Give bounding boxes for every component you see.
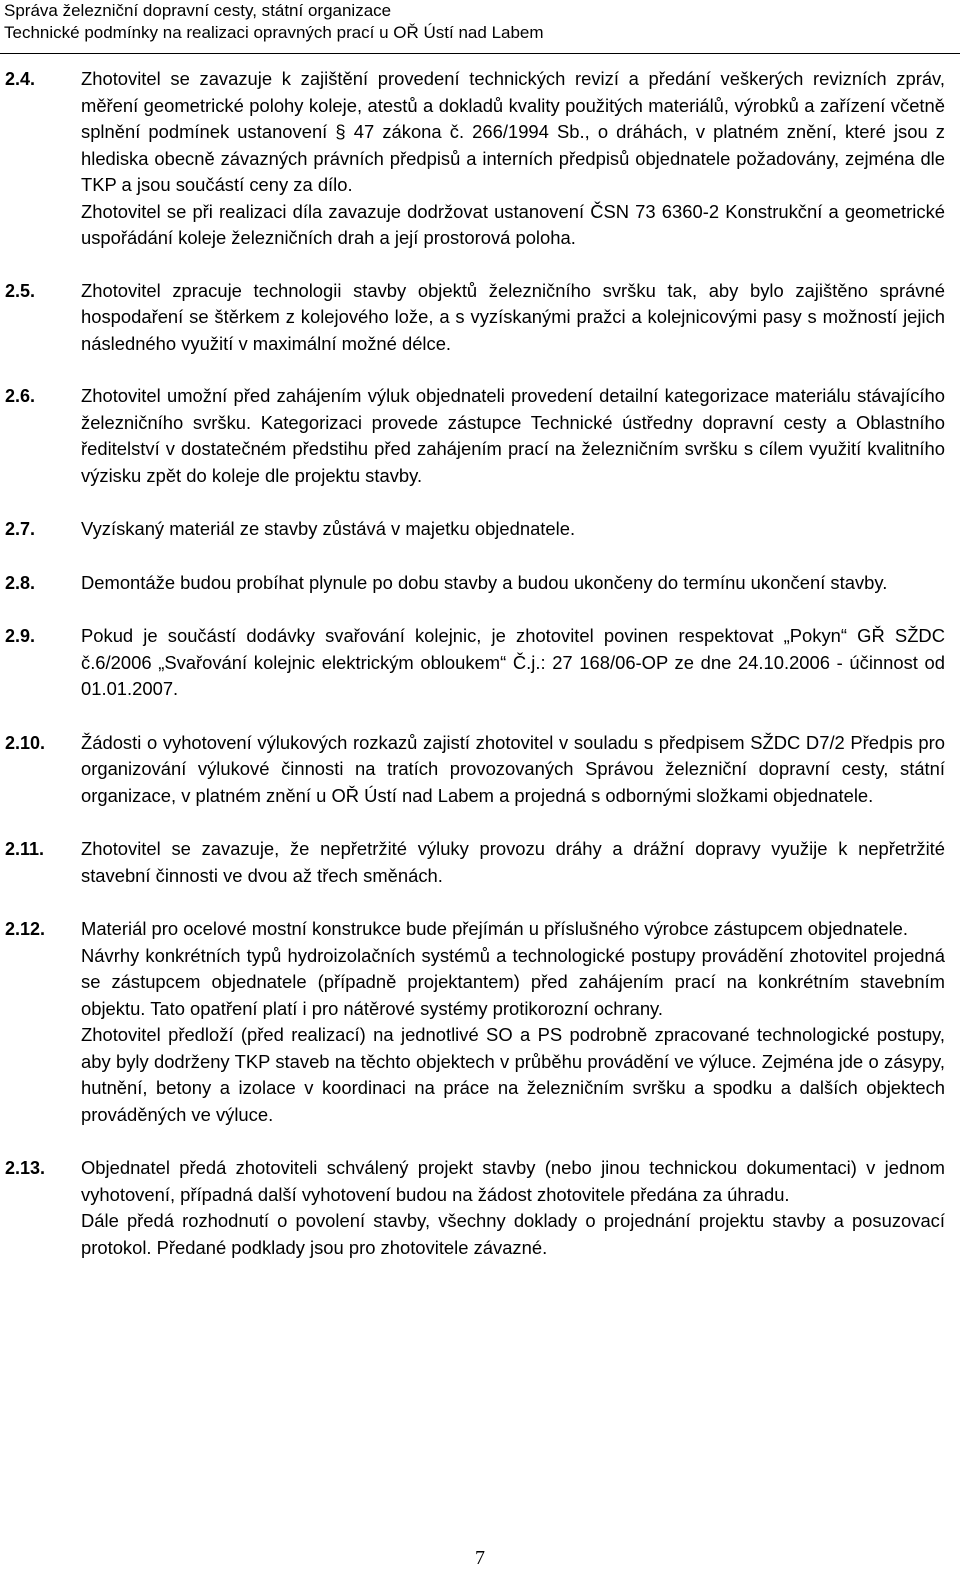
section-number: 2.8. (5, 572, 36, 593)
section-number: 2.4. (5, 69, 36, 89)
section-number: 2.7. (5, 519, 36, 539)
section-number: 2.13. (5, 1158, 46, 1178)
section-paragraph: Žádosti o vyhotovení výlukových rozkazů zajistí zhotovitel v souladu s předpisem SŽDC D7/2 Předpis pro organizování výlukové činnosti na tratích provozovaných Správou železniční dopravní cesty, státní organizace, v platném znění u OŘ Ústí nad Labem a projedná s odbornými složkami objednatele. (81, 731, 945, 806)
section-paragraph: Zhotovitel umožní před zahájením výluk objednateli provedení detailní kategorizace materiálu stávajícího železničního svršku. Kategorizaci provede zástupce Technické ústředny dopravní cesty a Oblastního ředitelství v dostatečném předstihu před zahájením prací na železničním svršku s cílem využití kvalitního výzisku zpět do koleje dle projektu stavby. (81, 385, 945, 486)
section-paragraph: Materiál pro ocelové mostní konstrukce bude přejímán u příslušného výrobce zástupcem objednatele. (81, 918, 909, 939)
section-paragraph: Návrhy konkrétních typů hydroizolačních systémů a technologické postupy provádění zhotovitel projedná se zástupcem objednatele (případně projektantem) před zahájením prací na konkrétním stavebním objektu. Tato opatření platí i pro nátěrové systémy protikorozní ochrany. (81, 944, 945, 1019)
section-2-4 (5, 66, 945, 252)
section-2-11 (5, 836, 945, 889)
page-header (0, 0, 960, 54)
section-number: 2.6. (5, 386, 36, 406)
section-paragraph: Zhotovitel se zavazuje, že nepřetržité výluky provozu dráhy a drážní dopravy využije k nepřetržité stavební činnosti ve dvou až třech směnách. (81, 838, 945, 886)
document-body (5, 66, 945, 1261)
page-number: 7 (475, 1547, 485, 1569)
header-divider (0, 53, 960, 54)
section-paragraph: Dále předá rozhodnutí o povolení stavby, všechny doklady o projednání projektu stavby a posuzovací protokol. Předané podklady jsou pro zhotovitele závazné. (81, 1210, 945, 1258)
section-2-12 (5, 916, 945, 1128)
section-number: 2.11. (5, 839, 45, 859)
section-paragraph: Zhotovitel se při realizaci díla zavazuje dodržovat ustanovení ČSN 73 6360-2 Konstrukční a geometrické uspořádání koleje železničních drah a její prostorová poloha. (81, 200, 945, 248)
header-document-title: Technické podmínky na realizaci opravných prací u OŘ Ústí nad Labem (4, 23, 544, 42)
section-2-5 (5, 278, 945, 358)
section-paragraph: Zhotovitel předloží (před realizací) na jednotlivé SO a PS podrobně zpracované technologické postupy, aby byly dodrženy TKP staveb na těchto objektech v průběhu provádění ve výluce. Zejména jde o zásypy, hutnění, betony a izolace v koordinaci na práce na železničním svršku a spodku a dalších objektech prováděných ve výluce. (81, 1024, 945, 1125)
section-2-13 (5, 1155, 945, 1261)
section-2-8 (5, 570, 945, 597)
header-organization: Správa železniční dopravní cesty, státní organizace (4, 1, 392, 20)
section-paragraph: Vyzískaný materiál ze stavby zůstává v majetku objednatele. (81, 518, 576, 539)
section-number: 2.5. (5, 280, 36, 301)
section-paragraph: Zhotovitel se zavazuje k zajištění provedení technických revizí a předání veškerých revizních zpráv, měření geometrické polohy koleje, atestů a dokladů kvality použitých materiálů, výrobků a zařízení včetně splnění podmínek ustanovení § 47 zákona č. 266/1994 Sb., o dráhách, v platném znění, které jsou z hlediska obecně závazných právních předpisů a interních předpisů objednatele požadovány, zejména dle TKP a jsou součástí ceny za dílo. (81, 68, 945, 195)
section-number: 2.10. (5, 732, 46, 753)
section-2-7 (5, 516, 945, 543)
section-paragraph: Objednatel předá zhotoviteli schválený projekt stavby (nebo jinou technickou dokumentaci) v jednom vyhotovení, případná další vyhotovení budou na žádost zhotovitele předána za úhradu. (81, 1157, 945, 1205)
section-paragraph: Pokud je součástí dodávky svařování kolejnic, je zhotovitel povinen respektovat „Pokyn“ GŘ SŽDC č.6/2006 „Svařování kolejnic elektrickým obloukem“ Č.j.: 27 168/06-OP ze dne 24.10.2006 - účinnost od 01.01.2007. (81, 625, 945, 699)
section-2-9 (5, 623, 945, 703)
section-paragraph: Zhotovitel zpracuje technologii stavby objektů železničního svršku tak, aby bylo zajištěno správné hospodaření se štěrkem z kolejového lože, a s vyzískanými pražci a kolejnicovými pasy s možností jejich následného využití v maximální možné délce. (81, 279, 945, 354)
section-paragraph: Demontáže budou probíhat plynule po dobu stavby a budou ukončeny do termínu ukončení stavby. (81, 571, 888, 593)
section-number: 2.12. (5, 919, 46, 939)
section-2-6 (5, 383, 945, 489)
section-number: 2.9. (5, 626, 36, 646)
section-2-10 (5, 730, 945, 810)
